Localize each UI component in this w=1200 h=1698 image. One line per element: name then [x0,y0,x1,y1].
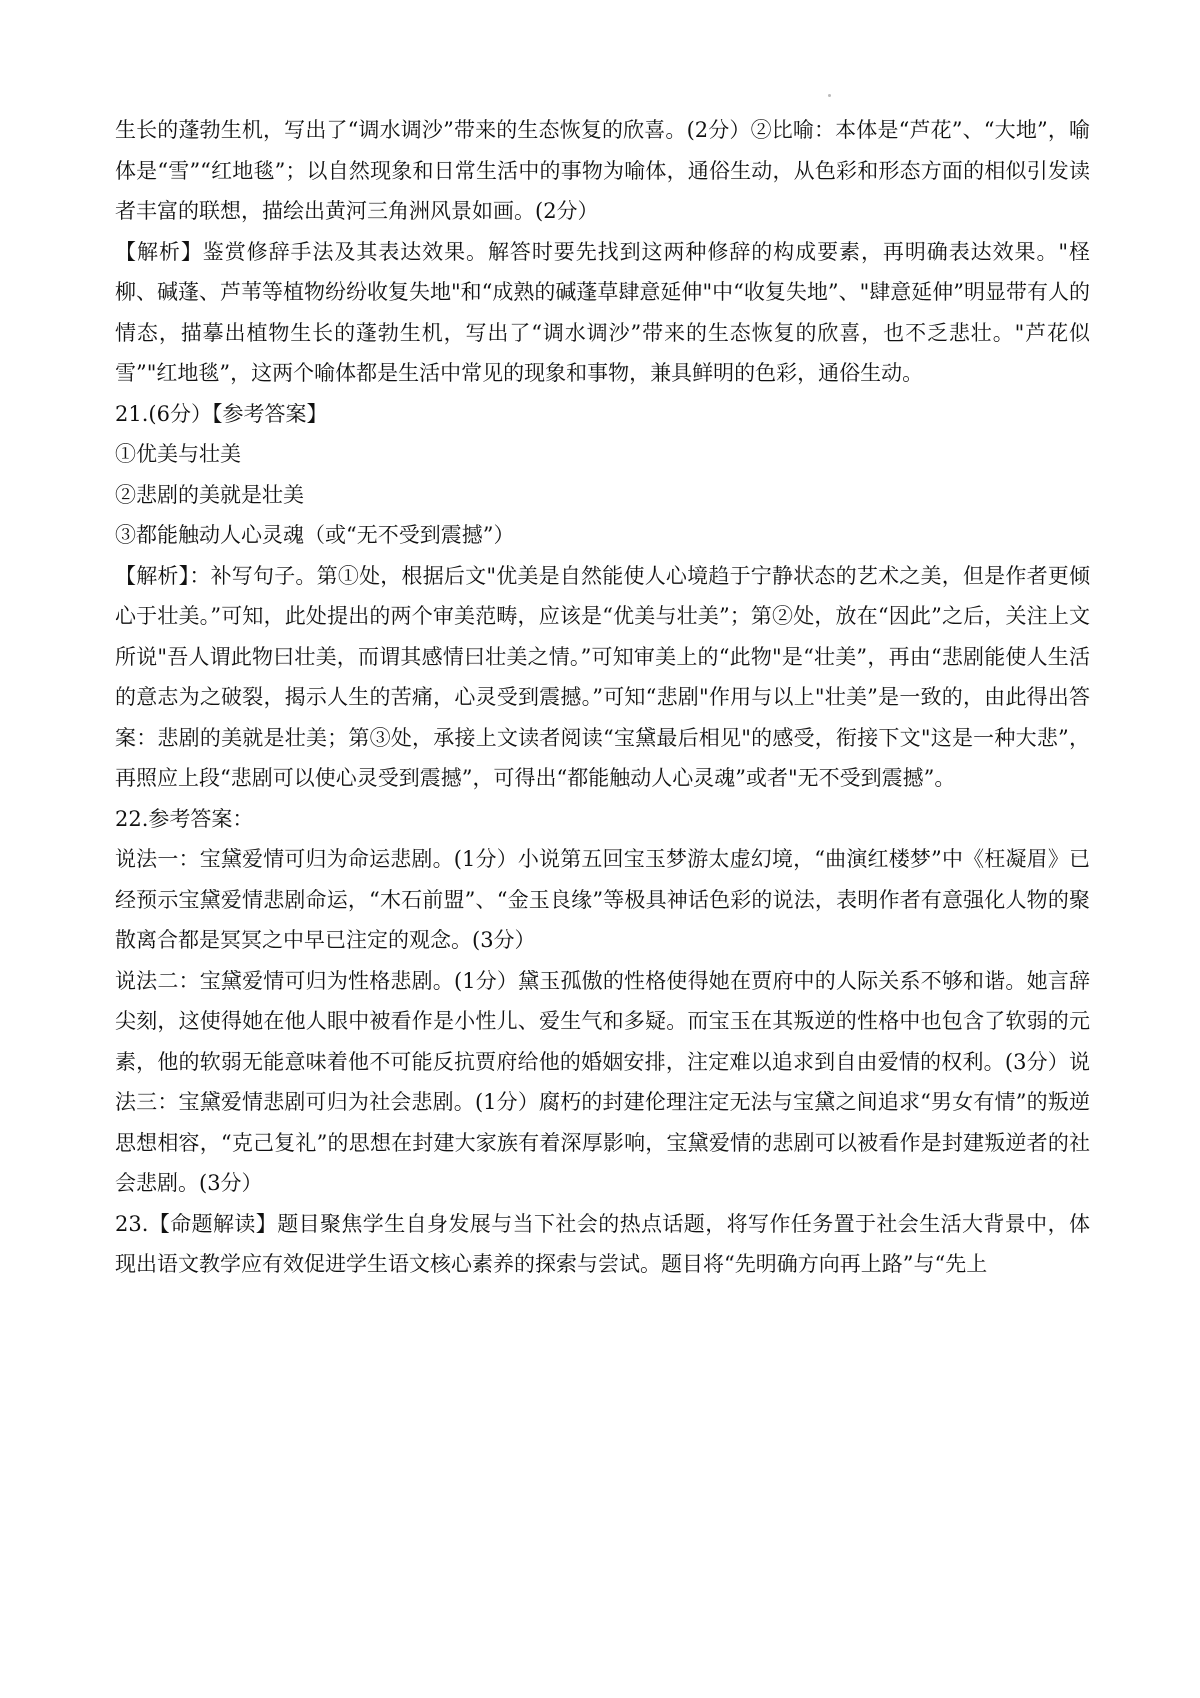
document-body [115,110,1090,1285]
paragraph-q21-heading: 21.(6分）【参考答案】 [115,401,328,426]
paragraph-q20-answer-cont: 生长的蓬勃生机，写出了“调水调沙”带来的生态恢复的欣喜。(2分）②比喻：本体是“芦花”、“大地”，喻体是“雪”“红地毯”；以自然现象和日常生活中的事物为喻体，通俗生动，从色彩和形态方面的相似引发读者丰富的联想，描绘出黄河三角洲风景如画。(2分） [115,118,1090,223]
paragraph-q21-answer-1: ①优美与壮美 [115,442,241,466]
paragraph-q22-heading: 22.参考答案： [115,806,254,831]
paragraph-q22-view-1: 说法一：宝黛爱情可归为命运悲剧。(1分）小说第五回宝玉梦游太虚幻境，“曲演红楼梦”中《枉凝眉》已经预示宝黛爱情悲剧命运，“木石前盟”、“金玉良缘”等极具神话色彩的说法，表明作者有意强化人物的聚散离合都是冥冥之中早已注定的观念。(3分） [115,847,1090,952]
paragraph-q20-analysis: 【解析】鉴赏修辞手法及其表达效果。解答时要先找到这两种修辞的构成要素，再明确表达效果。"柽柳、碱蓬、芦苇等植物纷纷收复失地"和“成熟的碱蓬草肆意延伸"中“收复失地”、"肆意延伸”明显带有人的情态，描摹出植物生长的蓬勃生机，写出了“调水调沙”带来的生态恢复的欣喜，也不乏悲壮。"芦花似雪”"红地毯”，这两个喻体都是生活中常见的现象和事物，兼具鲜明的色彩，通俗生动。 [115,239,1090,385]
paragraph-q21-answer-3: ③都能触动人心灵魂（或“无不受到震撼”） [115,523,515,547]
paragraph-q22-view-2-3: 说法二：宝黛爱情可归为性格悲剧。(1分）黛玉孤傲的性格使得她在贾府中的人际关系不够和谐。她言辞尖刻，这使得她在他人眼中被看作是小性儿、爱生气和多疑。而宝玉在其叛逆的性格中也包含了软弱的元素，他的软弱无能意味着他不可能反抗贾府给他的婚姻安排，注定难以追求到自由爱情的权利。(3分）说法三：宝黛爱情悲剧可归为社会悲剧。(1分）腐朽的封建伦理注定无法与宝黛之间追求“男女有情”的叛逆思想相容，“克己复礼”的思想在封建大家族有着深厚影响，宝黛爱情的悲剧可以被看作是封建叛逆者的社会悲剧。(3分） [115,968,1090,1195]
paragraph-q21-answer-2: ②悲剧的美就是壮美 [115,482,304,507]
scan-dot [828,94,831,97]
paragraph-q23-intro: 23.【命题解读】题目聚焦学生自身发展与当下社会的热点话题，将写作任务置于社会生活大背景中，体现出语文教学应有效促进学生语文核心素养的探索与尝试。题目将“先明确方向再上路”与“先上 [115,1211,1090,1276]
paragraph-q21-analysis: 【解析】：补写句子。第①处，根据后文"优美是自然能使人心境趋于宁静状态的艺术之美，但是作者更倾心于壮美。”可知，此处提出的两个审美范畴，应该是“优美与壮美”；第②处，放在“因此”之后，关注上文所说"吾人谓此物曰壮美，而谓其感情曰壮美之情。”可知审美上的“此物"是“壮美”，再由“悲剧能使人生活的意志为之破裂，揭示人生的苦痛，心灵受到震撼。”可知“悲剧"作用与以上"壮美”是一致的，由此得出答案：悲剧的美就是壮美；第③处，承接上文读者阅读“宝黛最后相见"的感受，衔接下文"这是一种大悲”，再照应上段“悲剧可以使心灵受到震撼”，可得出“都能触动人心灵魂”或者"无不受到震撼”。 [115,563,1090,790]
